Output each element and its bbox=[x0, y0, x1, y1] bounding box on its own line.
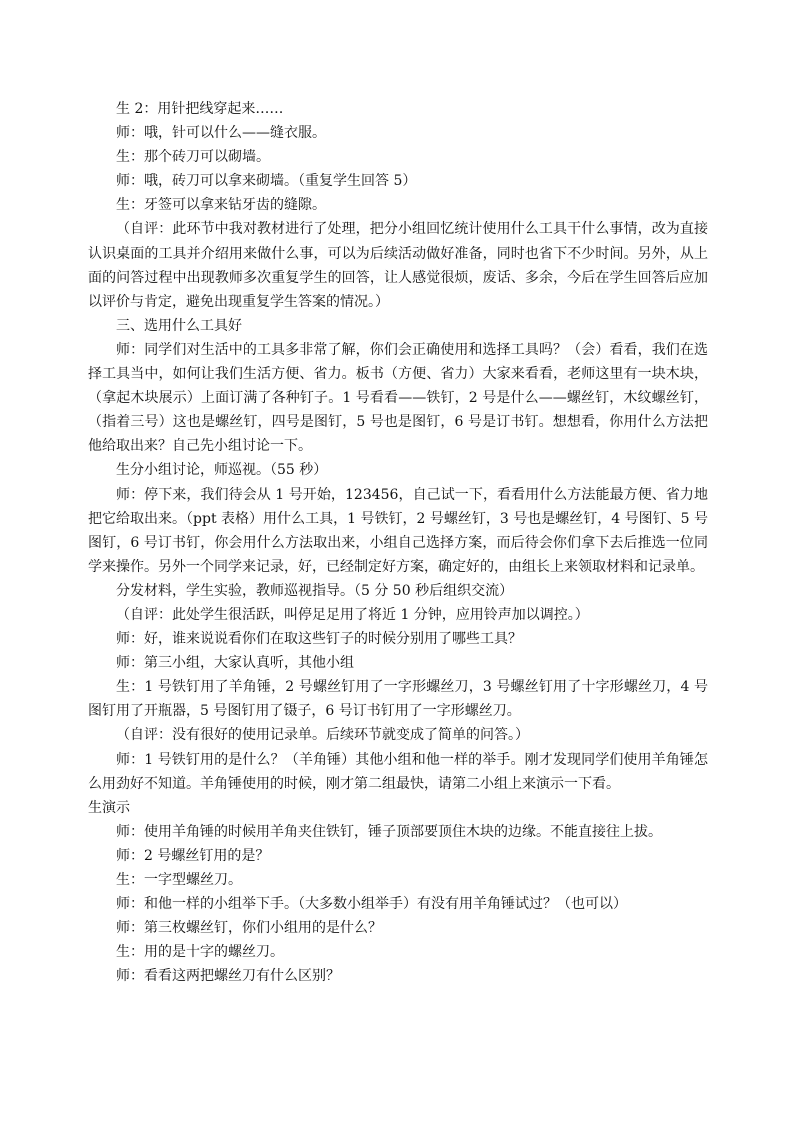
paragraph: 师：同学们对生活中的工具多非常了解，你们会正确使用和选择工具吗？（会）看看，我们在选择工具当中，如何让我们生活方便、省力。板书（方便、省力）大家来看看，老师这里有一块木块，（拿起木块展示）上面订满了各种钉子。1 号看看——铁钉，2 号是什么——螺丝钉，木纹螺丝钉，（指着三号）这也是螺丝钉，四号是图钉，5 号也是图钉，6 号是订书钉。想想看，你用什么方法把他给取出来？自己先小组讨论一下。 bbox=[88, 341, 708, 455]
paragraph: 师：2 号螺丝钉用的是？ bbox=[116, 847, 270, 864]
paragraph: 生 2：用针把线穿起来…… bbox=[116, 101, 284, 117]
paragraph: 师：使用羊角锤的时候用羊角夹住铁钉，锤子顶部要顶住木块的边缘。不能直接往上拔。 bbox=[116, 823, 662, 840]
paragraph: 师：和他一样的小组举下手。（大多数小组举手）有没有用羊角锤试过？（也可以） bbox=[116, 896, 627, 913]
paragraph: 师：第三小组，大家认真听，其他小组 bbox=[116, 655, 354, 672]
paragraph: 生：牙签可以拿来钻牙齿的缝隙。 bbox=[116, 197, 326, 214]
paragraph: 生：那个砖刀可以砌墙。 bbox=[116, 149, 270, 166]
paragraph: 分发材料，学生实验，教师巡视指导。（5 分 50 秒后组织交流） bbox=[116, 582, 514, 599]
paragraph: 生：1 号铁钉用了羊角锤，2 号螺丝钉用了一字形螺丝刀，3 号螺丝钉用了十字形螺丝刀，4 号图钉用了开瓶器，5 号图钉用了镊子，6 号订书钉用了一字形螺丝刀。 bbox=[88, 679, 708, 720]
self-evaluation-paragraph: （自评：没有很好的使用记录单。后续环节就变成了简单的问答。） bbox=[116, 727, 529, 744]
section-heading: 三、选用什么工具好 bbox=[116, 317, 242, 334]
document-page bbox=[88, 97, 708, 988]
paragraph: 生：用的是十字的螺丝刀。 bbox=[116, 944, 284, 961]
paragraph: 师：哦，针可以什么——缝衣服。 bbox=[116, 125, 326, 142]
paragraph: 师：看看这两把螺丝刀有什么区别？ bbox=[116, 968, 340, 985]
paragraph: 师：1 号铁钉用的是什么？（羊角锤）其他小组和他一样的举手。刚才发现同学们使用羊角锤怎么用劲好不知道。羊角锤使用的时候，刚才第二组最快，请第二小组上来演示一下看。 bbox=[88, 751, 708, 792]
paragraph: 师：哦，砖刀可以拿来砌墙。（重复学生回答 5） bbox=[116, 173, 417, 190]
self-evaluation-paragraph: （自评：此处学生很活跃，叫停足足用了将近 1 分钟，应用铃声加以调控。） bbox=[116, 606, 589, 623]
paragraph: 师：第三枚螺丝钉，你们小组用的是什么？ bbox=[116, 920, 382, 937]
self-evaluation-paragraph: （自评：此环节中我对教材进行了处理，把分小组回忆统计使用什么工具干什么事情，改为直接认识桌面的工具并介绍用来做什么事，可以为后续活动做好准备，同时也省下不少时间。另外，从上面的问答过程中出现教师多次重复学生的回答，让人感觉很烦，废话、多余，今后在学生回答后应加以评价与肯定，避免出现重复学生答案的情况。） bbox=[88, 221, 708, 310]
paragraph: 生：一字型螺丝刀。 bbox=[116, 872, 242, 888]
paragraph: 师：停下来，我们待会从 1 号开始，123456，自己试一下，看看用什么方法能最方便、省力地把它给取出来。（ppt 表格）用什么工具，1 号铁钉，2 号螺丝钉，3 号也是螺丝钉，4 号图钉、5 号图钉，6 号订书钉，你会用什么方法取出来，小组自己选择方案，而后待会你们拿下去后推选一位同学来操作。另外一个同学来记录，好，已经制定好方案，确定好的，由组长上来领取材料和记录单。 bbox=[88, 486, 708, 575]
paragraph: 生分小组讨论，师巡视。（55 秒） bbox=[116, 462, 328, 479]
paragraph: 师：好，谁来说说看你们在取这些钉子的时候分别用了哪些工具？ bbox=[116, 631, 522, 648]
paragraph: 生演示 bbox=[88, 799, 130, 816]
